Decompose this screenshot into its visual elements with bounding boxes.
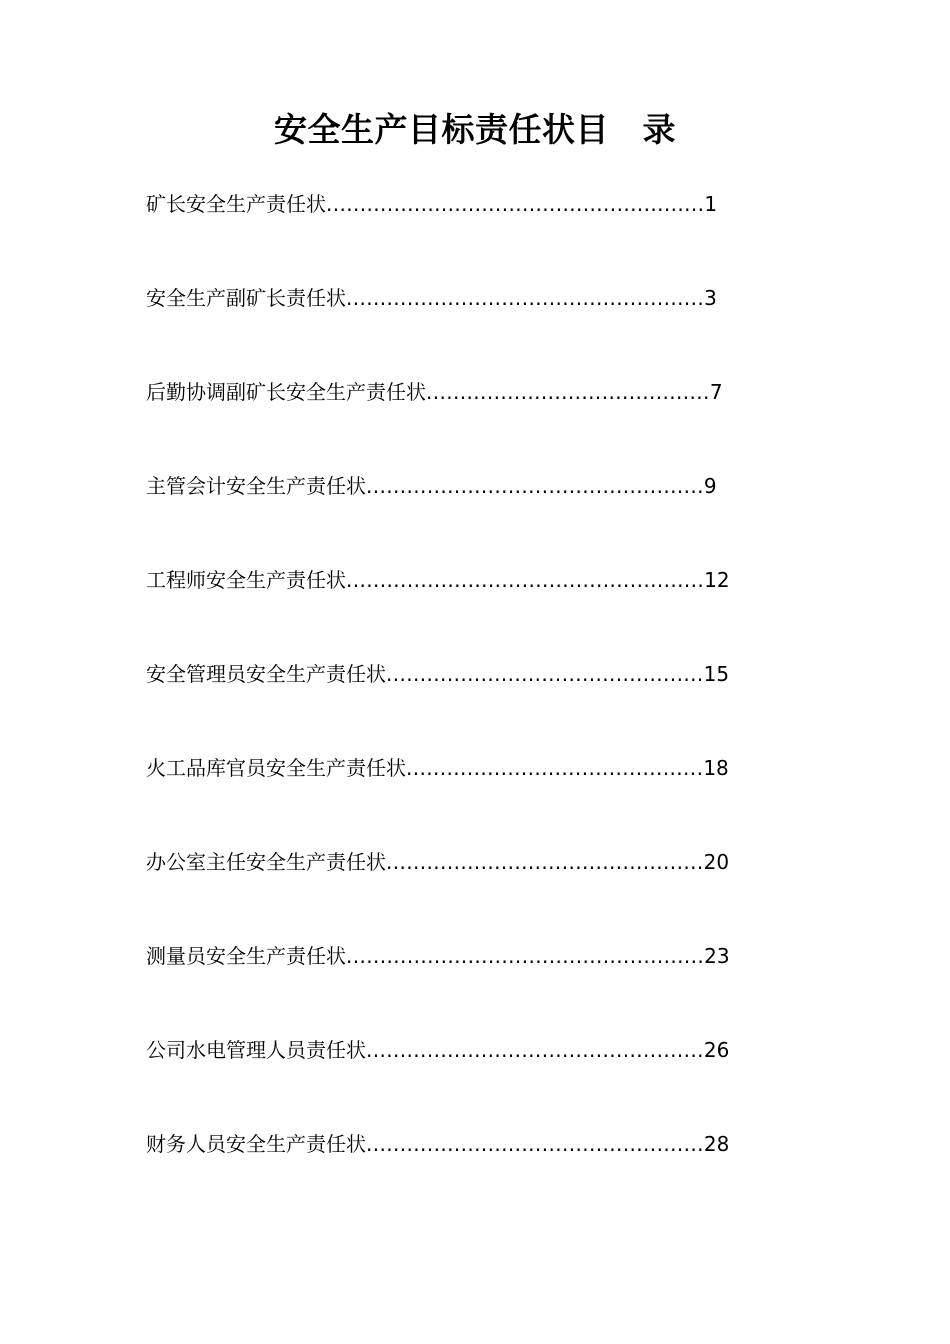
toc-page-number: 15 bbox=[703, 662, 730, 686]
toc-page-number: 3 bbox=[704, 286, 717, 310]
toc-entry[interactable] bbox=[146, 1032, 786, 1126]
toc-entry[interactable] bbox=[146, 468, 786, 562]
toc-entry-label: 矿长安全生产责任状 bbox=[146, 192, 326, 216]
toc-entry-label: 主管会计安全生产责任状 bbox=[146, 474, 366, 498]
toc-entry-label: 火工品库官员安全生产责任状 bbox=[146, 756, 406, 780]
toc-page-number: 28 bbox=[703, 1132, 730, 1156]
table-of-contents bbox=[146, 186, 786, 1220]
toc-page-number: 26 bbox=[703, 1038, 730, 1062]
toc-entry-label: 公司水电管理人员责任状 bbox=[146, 1038, 366, 1062]
toc-leader-dots: ........................................................ bbox=[326, 192, 705, 216]
toc-leader-dots: .......................................... bbox=[426, 380, 710, 404]
toc-entry[interactable] bbox=[146, 562, 786, 656]
toc-page-number: 7 bbox=[709, 380, 723, 404]
toc-leader-dots: ..................................................... bbox=[346, 568, 705, 592]
document-title: 安全生产目标责任状目 录 bbox=[274, 110, 676, 149]
toc-entry-label: 办公室主任安全生产责任状 bbox=[146, 850, 386, 874]
toc-leader-dots: ..................................................... bbox=[346, 944, 705, 968]
toc-page-number: 20 bbox=[703, 850, 730, 874]
toc-page-number: 1 bbox=[704, 192, 718, 216]
toc-entry-label: 测量员安全生产责任状 bbox=[146, 944, 346, 968]
toc-leader-dots: ..................................................... bbox=[346, 286, 705, 310]
toc-entry[interactable] bbox=[146, 844, 786, 938]
toc-entry[interactable] bbox=[146, 938, 786, 1032]
toc-entry-label: 工程师安全生产责任状 bbox=[146, 568, 346, 592]
toc-entry[interactable] bbox=[146, 656, 786, 750]
toc-entry[interactable] bbox=[146, 750, 786, 844]
toc-leader-dots: ............................................ bbox=[406, 756, 704, 780]
toc-leader-dots: .................................................. bbox=[366, 1038, 704, 1062]
toc-entry[interactable] bbox=[146, 1126, 786, 1220]
toc-page-number: 12 bbox=[704, 568, 730, 592]
toc-leader-dots: ............................................... bbox=[386, 662, 704, 686]
toc-entry[interactable] bbox=[146, 280, 786, 374]
toc-entry-label: 财务人员安全生产责任状 bbox=[146, 1132, 366, 1156]
toc-page-number: 18 bbox=[703, 756, 729, 780]
toc-leader-dots: .................................................. bbox=[366, 474, 704, 498]
toc-leader-dots: ............................................... bbox=[386, 850, 704, 874]
toc-page-number: 9 bbox=[703, 474, 717, 498]
toc-entry-label: 后勤协调副矿长安全生产责任状 bbox=[146, 380, 426, 404]
toc-page-number: 23 bbox=[704, 944, 730, 968]
toc-entry[interactable] bbox=[146, 374, 786, 468]
toc-entry-label: 安全生产副矿长责任状 bbox=[146, 286, 346, 310]
toc-leader-dots: .................................................. bbox=[366, 1132, 704, 1156]
toc-entry-label: 安全管理员安全生产责任状 bbox=[146, 662, 386, 686]
toc-entry[interactable] bbox=[146, 186, 786, 280]
